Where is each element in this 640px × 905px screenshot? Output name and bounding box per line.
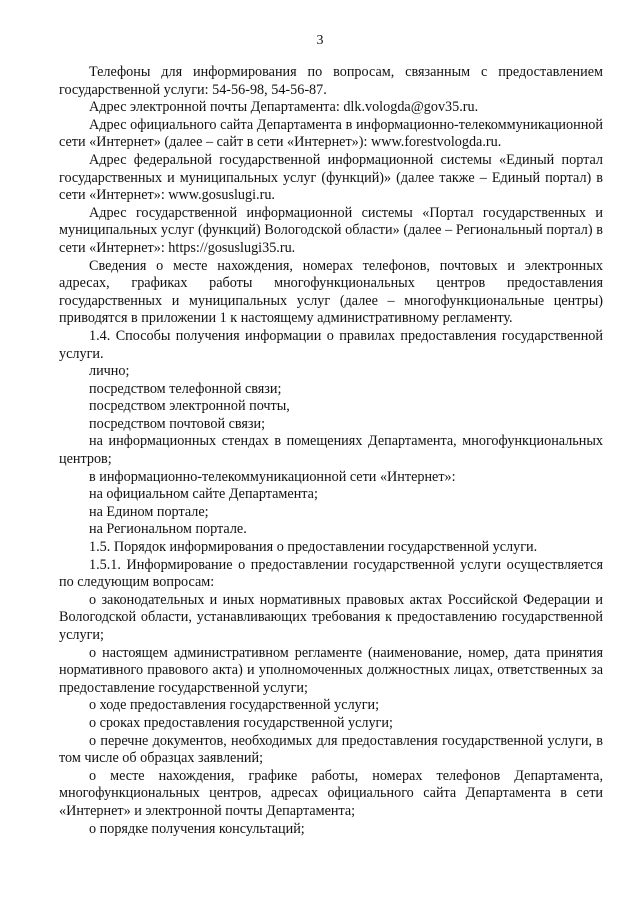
section-1-5-1-heading: 1.5.1. Информирование о предоставлении государственной услуги осуществляется по следующим вопросам:	[59, 556, 603, 591]
list-item: на Едином портале;	[89, 503, 209, 520]
list-item: о месте нахождения, графике работы, номерах телефонов Департамента, многофункциональных центров, адресах официального сайта Департамента в сети «Интернет» и электронной почты Департамента;	[59, 767, 603, 819]
paragraph-mfc-info: Сведения о месте нахождения, номерах телефонов, почтовых и электронных адресах, графиках работы многофункциональных центров предоставления государственных и муниципальных услуг (далее – многофункциональные центры) приводятся в приложении 1 к настоящему административному регламенту.	[59, 257, 603, 327]
paragraph-unified-portal: Адрес федеральной государственной информационной системы «Единый портал государственных и муниципальных услуг (функций)» (далее также – Единый портал) в сети «Интернет»: www.gosuslugi.ru.	[59, 151, 603, 204]
list-item: о порядке получения консультаций;	[89, 820, 305, 837]
list-item: на Региональном портале.	[89, 521, 247, 538]
list-item: посредством телефонной связи;	[89, 380, 282, 397]
list-item: посредством электронной почты,	[89, 398, 290, 415]
list-item: на информационных стендах в помещениях Департамента, многофункциональных центров;	[59, 433, 603, 468]
paragraph-email: Адрес электронной почты Департамента: dlk.vologda@gov35.ru.	[89, 99, 479, 116]
paragraph-phones: Телефоны для информирования по вопросам, связанным с предоставлением государственной услуги: 54-56-98, 54-56-87.	[59, 64, 603, 98]
section-1-5-heading: 1.5. Порядок информирования о предоставлении государственной услуги.	[89, 539, 538, 556]
page-number: 3	[316, 33, 324, 48]
list-item: о настоящем административном регламенте (наименование, номер, дата принятия нормативного правового акта) и уполномоченных должностных лицах, ответственных за предоставление государственной услуги;	[59, 644, 603, 696]
paragraph-regional-portal: Адрес государственной информационной системы «Портал государственных и муниципальных услуг (функций) Вологодской области» (далее – Региональный портал) в сети «Интернет»: https://gosuslugi35.ru.	[59, 204, 603, 256]
list-item: о ходе предоставления государственной услуги;	[89, 697, 380, 714]
document-body	[59, 64, 603, 838]
list-item: о перечне документов, необходимых для предоставления государственной услуги, в том числе об образцах заявлений;	[59, 732, 603, 767]
list-item: о законодательных и иных нормативных правовых актах Российской Федерации и Вологодской области, устанавливающих требования к предоставлению государственной услуги;	[59, 591, 603, 643]
list-item: лично;	[89, 363, 130, 380]
section-1-4-heading: 1.4. Способы получения информации о правилах предоставления государственной услуги.	[59, 327, 603, 362]
paragraph-website: Адрес официального сайта Департамента в информационно-телекоммуникационной сети «Интернет» (далее – сайт в сети «Интернет»): www.forestvologda.ru.	[59, 116, 603, 151]
list-item: о сроках предоставления государственной услуги;	[89, 714, 393, 731]
list-item: на официальном сайте Департамента;	[89, 486, 318, 503]
list-item: посредством почтовой связи;	[89, 415, 266, 432]
list-item: в информационно-телекоммуникационной сети «Интернет»:	[89, 468, 456, 485]
